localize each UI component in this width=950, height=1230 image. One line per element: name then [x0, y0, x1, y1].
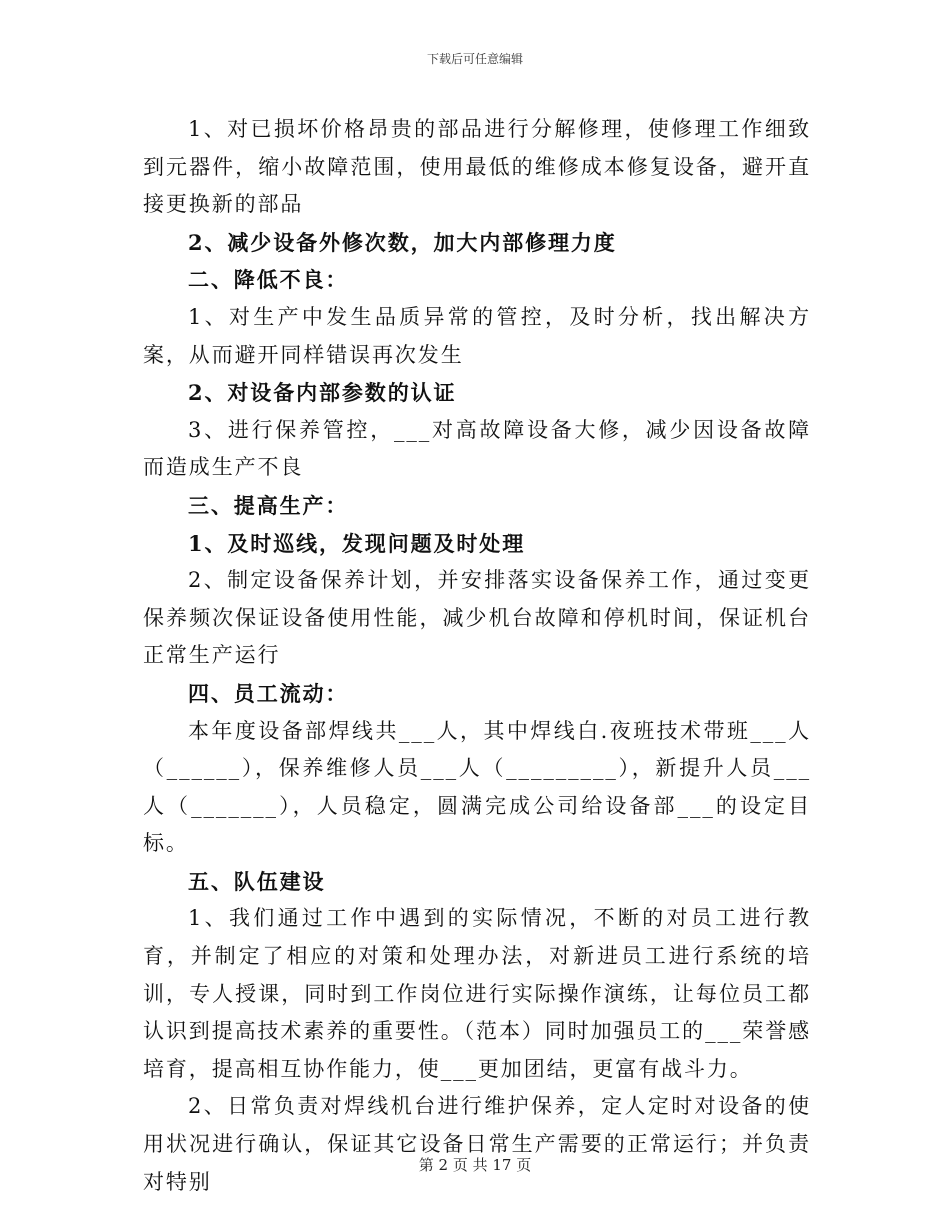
paragraph: 2、对设备内部参数的认证 [188, 380, 457, 406]
section-heading: 四、员工流动： [188, 680, 349, 706]
paragraph: 1、对生产中发生品质异常的管控，及时分析，找出解决方案，从而避开同样错误再次发生 [143, 304, 811, 367]
paragraph: 本年度设备部焊线共___人，其中焊线白.夜班技术带班___人（______），保养维修人员___人（_________），新提升人员___人（_______），人员稳定，圆满完成公司给设备部___的设定目标。 [143, 718, 811, 856]
paragraph: 3、进行保养管控，___对高故障设备大修，减少因设备故障而造成生产不良 [143, 417, 811, 480]
section-heading: 二、降低不良： [188, 267, 349, 293]
page-number: 第 2 页 共 17 页 [418, 1156, 532, 1174]
section-heading: 三、提高生产： [188, 492, 349, 518]
paragraph: 1、对已损坏价格昂贵的部品进行分解修理，使修理工作细致到元器件，缩小故障范围，使用最低的维修成本修复设备，避开直接更换新的部品 [143, 117, 811, 217]
page-header: 下载后可任意编辑 [426, 52, 523, 66]
section-heading: 五、队伍建设 [188, 868, 326, 894]
paragraph: 2、减少设备外修次数，加大内部修理力度 [188, 229, 617, 255]
paragraph: 1、我们通过工作中遇到的实际情况，不断的对员工进行教育，并制定了相应的对策和处理办法，对新进员工进行系统的培训，专人授课，同时到工作岗位进行实际操作演练，让每位员工都认识到提高技术素养的重要性。（范本）同时加强员工的___荣誉感培育，提高相互协作能力，使___更加团结，更富有战斗力。 [143, 906, 811, 1081]
document-body [143, 111, 811, 1201]
paragraph: 1、及时巡线，发现问题及时处理 [188, 530, 526, 556]
paragraph: 2、日常负责对焊线机台进行维护保养，定人定时对设备的使用状况进行确认，保证其它设备日常生产需要的正常运行；并负责对特别 [143, 1094, 811, 1194]
paragraph: 2、制定设备保养计划，并安排落实设备保养工作，通过变更保养频次保证设备使用性能，减少机台故障和停机时间，保证机台正常生产运行 [143, 568, 811, 668]
